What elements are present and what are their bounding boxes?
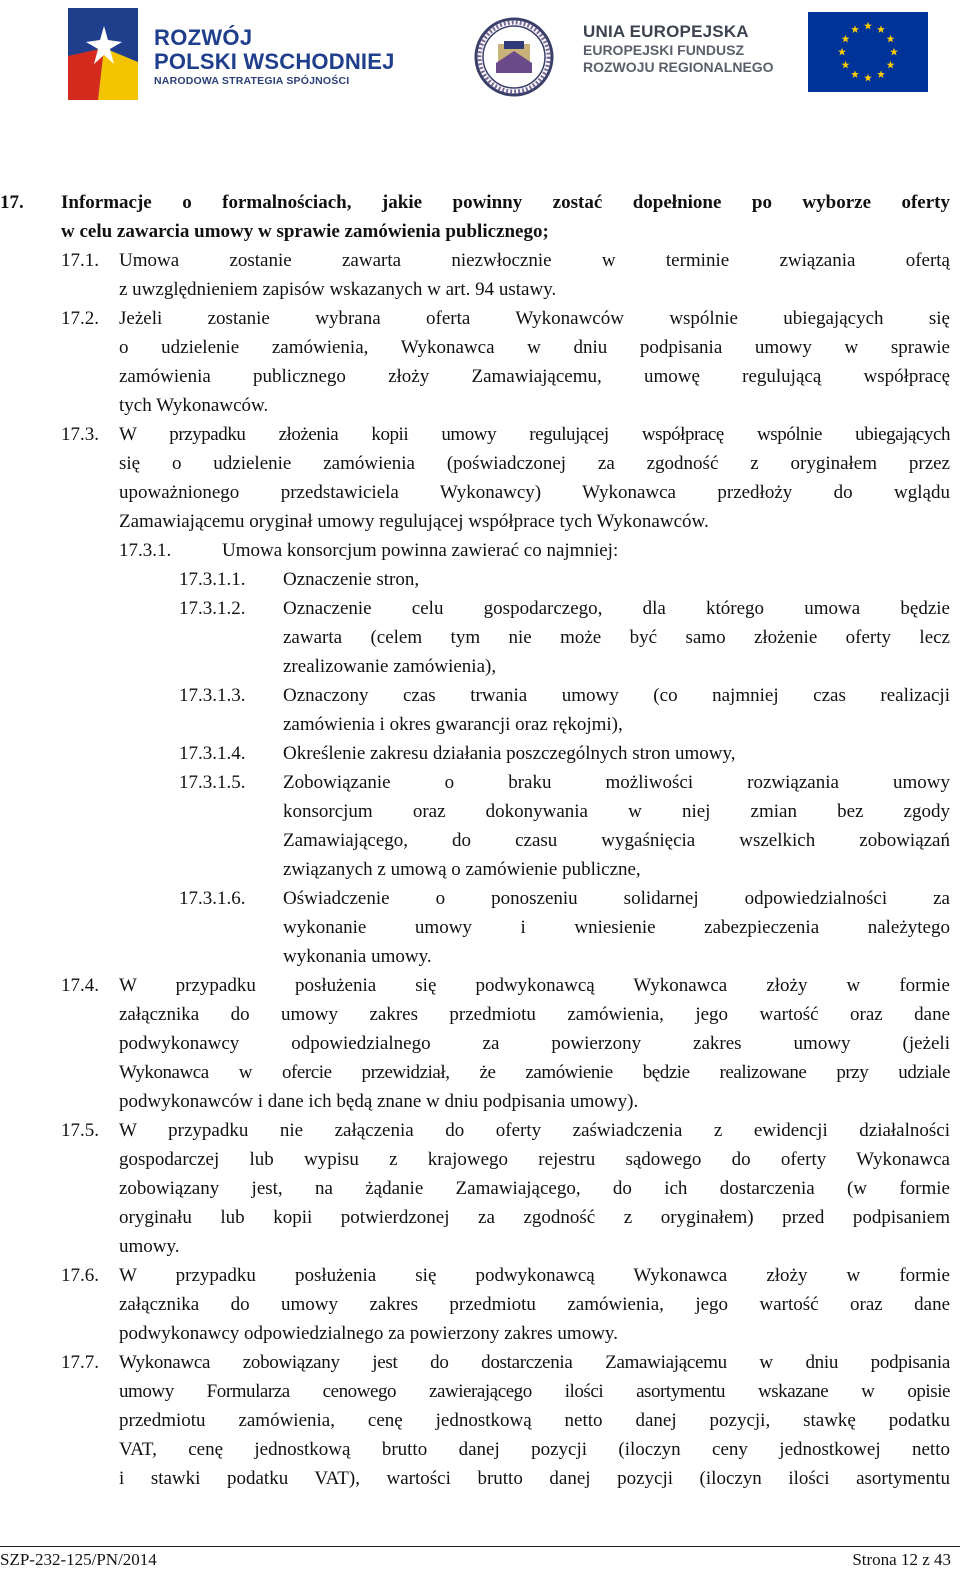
- item-text-line: i stawki podatku VAT), wartości brutto danej pozycji (iloczyn ilości asortymentu: [119, 1468, 950, 1489]
- item-text-line: gospodarczej lub wypisu z krajowego rejestru sądowego do oferty Wykonawca: [119, 1149, 950, 1170]
- item-text-line: zobowiązany jest, na żądanie Zamawiającego, do ich dostarczenia (w formie: [119, 1178, 950, 1199]
- rozwoj-polski-wschodniej-logo: [64, 4, 414, 104]
- page-number: Strona 12 z 43: [852, 1550, 951, 1569]
- item-text-line: podwykonawców i dane ich będą znane w dniu podpisania umowy).: [119, 1091, 639, 1112]
- item-text-line: umowy.: [119, 1236, 180, 1257]
- item-number: 17.3.1.4.: [179, 743, 246, 764]
- item-text-line: Określenie zakresu działania poszczególnych stron umowy,: [283, 743, 736, 764]
- item-text-line: tych Wykonawców.: [119, 395, 269, 416]
- item-text-line: wykonanie umowy i wniesienie zabezpieczenia należytego: [283, 917, 950, 938]
- page-header: [0, 0, 960, 120]
- item-number: 17.5.: [61, 1120, 99, 1141]
- eu-logo-line1: UNIA EUROPEJSKA: [583, 22, 749, 41]
- item-number: 17.2.: [61, 308, 99, 329]
- item-number: 17.3.1.6.: [179, 888, 246, 909]
- rpw-emblem-icon: [64, 4, 146, 104]
- item-text-line: umowy Formularza cenowego zawierającego ilości asortymentu wskazane w opisie: [119, 1381, 950, 1402]
- item-text-line: konsorcjum oraz dokonywania w niej zmian bez zgody: [283, 801, 950, 822]
- section-title-line: w celu zawarcia umowy w sprawie zamówienia publicznego;: [61, 221, 549, 242]
- eu-erdf-logo: [583, 10, 928, 95]
- item-text-line: załącznika do umowy zakres przedmiotu zamówienia, jego wartość oraz dane: [119, 1004, 950, 1025]
- item-text-line: Jeżeli zostanie wybrana oferta Wykonawców wspólnie ubiegających się: [119, 308, 950, 329]
- rpw-logo-line2: POLSKI WSCHODNIEJ: [154, 49, 395, 74]
- item-text-line: załącznika do umowy zakres przedmiotu zamówienia, jego wartość oraz dane: [119, 1294, 950, 1315]
- item-number: 17.3.1.2.: [179, 598, 246, 619]
- item-number: 17.3.1.: [119, 540, 172, 561]
- item-number: 17.1.: [61, 250, 99, 271]
- item-text-line: upoważnionego przedstawiciela Wykonawcy) Wykonawca przedłoży do wglądu: [119, 482, 950, 503]
- item-text-line: Umowa konsorcjum powinna zawierać co najmniej:: [222, 540, 619, 561]
- item-text-line: przedmiotu zamówienia, cenę jednostkową netto danej pozycji, stawkę podatku: [119, 1410, 950, 1431]
- item-text-line: W przypadku posłużenia się podwykonawcą Wykonawca złoży w formie: [119, 975, 950, 996]
- item-number: 17.3.: [61, 424, 99, 445]
- item-text-line: zawarta (celem tym nie może być samo złożenie oferty lecz: [283, 627, 950, 648]
- item-number: 17.3.1.5.: [179, 772, 246, 793]
- item-text-line: Oznaczenie celu gospodarczego, dla którego umowa będzie: [283, 598, 950, 619]
- item-text-line: zrealizowanie zamówienia),: [283, 656, 497, 677]
- item-text-line: W przypadku nie załączenia do oferty zaświadczenia z ewidencji działalności: [119, 1120, 950, 1141]
- eu-flag-icon: [808, 12, 928, 92]
- institution-seal-icon: [474, 17, 554, 97]
- rpw-logo-line3: NARODOWA STRATEGIA SPÓJNOŚCI: [154, 75, 350, 87]
- eu-logo-line3: ROZWOJU REGIONALNEGO: [583, 59, 774, 75]
- item-text-line: podwykonawcy odpowiedzialnego za powierzony zakres umowy.: [119, 1323, 618, 1344]
- item-number: 17.4.: [61, 975, 99, 996]
- item-number: 17.3.1.1.: [179, 569, 246, 590]
- item-text-line: Wykonawca w ofercie przewidział, że zamówienie będzie realizowane przy udziale: [119, 1062, 950, 1083]
- section-number: 17.: [0, 192, 24, 213]
- item-number: 17.6.: [61, 1265, 99, 1286]
- item-number: 17.7.: [61, 1352, 99, 1373]
- item-text-line: Umowa zostanie zawarta niezwłocznie w terminie związania ofertą: [119, 250, 950, 271]
- item-text-line: związanych z umową o zamówienie publiczne,: [283, 859, 641, 880]
- item-text-line: Zobowiązanie o braku możliwości rozwiązania umowy: [283, 772, 950, 793]
- item-text-line: zamówienia i okres gwarancji oraz rękojmi),: [283, 714, 623, 735]
- document-number: SZP-232-125/PN/2014: [0, 1550, 157, 1569]
- rpw-logo-line1: ROZWÓJ: [154, 25, 253, 50]
- item-text-line: się o udzielenie zamówienia (poświadczonej za zgodność z oryginałem przez: [119, 453, 950, 474]
- item-text-line: zamówienia publicznego złoży Zamawiającemu, umowę regulującą współpracę: [119, 366, 950, 387]
- item-number: 17.3.1.3.: [179, 685, 246, 706]
- item-text-line: Oznaczony czas trwania umowy (co najmniej czas realizacji: [283, 685, 950, 706]
- item-text-line: z uwzględnieniem zapisów wskazanych w art. 94 ustawy.: [119, 279, 557, 300]
- item-text-line: VAT, cenę jednostkową brutto danej pozycji (iloczyn ceny jednostkowej netto: [119, 1439, 950, 1460]
- page-footer: [0, 1546, 960, 1575]
- item-text-line: podwykonawcy odpowiedzialnego za powierzony zakres umowy (jeżeli: [119, 1033, 950, 1054]
- item-text-line: o udzielenie zamówienia, Wykonawca w dniu podpisania umowy w sprawie: [119, 337, 950, 358]
- item-text-line: Oznaczenie stron,: [283, 569, 420, 590]
- eu-logo-line2: EUROPEJSKI FUNDUSZ: [583, 42, 745, 58]
- item-text-line: oryginału lub kopii potwierdzonej za zgodność z oryginałem) przed podpisaniem: [119, 1207, 950, 1228]
- section-title-line: Informacje o formalnościach, jakie powinny zostać dopełnione po wyborze oferty: [61, 192, 950, 213]
- item-text-line: W przypadku posłużenia się podwykonawcą Wykonawca złoży w formie: [119, 1265, 950, 1286]
- item-text-line: Oświadczenie o ponoszeniu solidarnej odpowiedzialności za: [283, 888, 950, 909]
- item-text-line: W przypadku złożenia kopii umowy regulującej współpracę wspólnie ubiegających: [119, 424, 950, 445]
- item-text-line: Wykonawca zobowiązany jest do dostarczenia Zamawiającemu w dniu podpisania: [119, 1352, 950, 1373]
- item-text-line: wykonania umowy.: [283, 946, 432, 967]
- item-text-line: Zamawiającemu oryginał umowy regulującej współprace tych Wykonawców.: [119, 511, 709, 532]
- item-text-line: Zamawiającego, do czasu wygaśnięcia wszelkich zobowiązań: [283, 830, 950, 851]
